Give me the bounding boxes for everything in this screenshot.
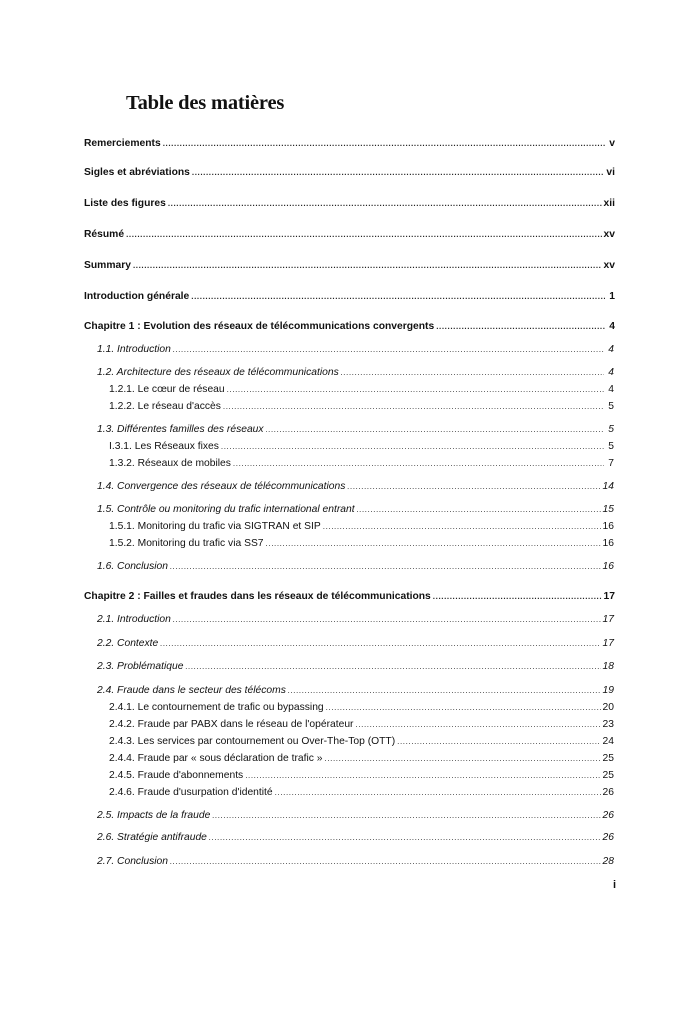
- toc-entry-page: 5: [608, 424, 614, 435]
- toc-entry-page: xv: [603, 229, 615, 240]
- toc-entry-page: 16: [602, 521, 614, 532]
- toc-entry-label: 1.2.2. Le réseau d'accès: [109, 401, 221, 412]
- toc-entry-label: Sigles et abréviations: [84, 167, 190, 178]
- toc-entry[interactable]: [97, 423, 614, 437]
- toc-entry-page: 7: [608, 458, 614, 469]
- toc-entry-label: 1.1. Introduction: [97, 344, 171, 355]
- dot-leader: [209, 831, 601, 845]
- toc-entry-label: 2.7. Conclusion: [97, 856, 168, 867]
- toc-entry[interactable]: [84, 290, 615, 304]
- toc-entry[interactable]: [97, 503, 614, 517]
- toc-entry-label: 2.2. Contexte: [97, 638, 159, 649]
- toc-entry[interactable]: [109, 520, 614, 534]
- toc-entry[interactable]: [97, 480, 614, 494]
- toc-entry-page: 20: [602, 702, 614, 713]
- toc-entry[interactable]: [109, 440, 614, 454]
- dot-leader: [168, 197, 602, 211]
- toc-entry[interactable]: [109, 383, 614, 397]
- toc-entry[interactable]: [84, 137, 615, 151]
- toc-entry-label: Résumé: [84, 229, 125, 240]
- dot-leader: [245, 769, 600, 783]
- toc-entry[interactable]: [97, 831, 614, 845]
- toc-entry[interactable]: [84, 197, 615, 211]
- toc-entry-page: 24: [602, 736, 614, 747]
- dot-leader: [233, 457, 604, 471]
- toc-entry-page: 15: [602, 504, 614, 515]
- dot-leader: [163, 137, 605, 151]
- toc-entry[interactable]: [109, 537, 614, 551]
- toc-entry-page: 28: [602, 856, 614, 867]
- toc-entry-label: 1.3.2. Réseaux de mobiles: [109, 458, 231, 469]
- toc-entry[interactable]: [84, 590, 615, 604]
- dot-leader: [357, 503, 601, 517]
- dot-leader: [266, 423, 604, 437]
- toc-entry-page: vi: [606, 167, 615, 178]
- toc-entry[interactable]: [97, 343, 614, 357]
- toc-entry-page: 4: [608, 384, 614, 395]
- toc-entry-page: 25: [602, 753, 614, 764]
- toc-entry-label: 2.5. Impacts de la fraude: [97, 810, 211, 821]
- toc-entry-page: 26: [602, 810, 614, 821]
- toc-entry[interactable]: [109, 752, 614, 766]
- toc-entry[interactable]: [109, 701, 614, 715]
- toc-entry-page: 25: [602, 770, 614, 781]
- dot-leader: [347, 480, 600, 494]
- toc-entry[interactable]: [97, 637, 614, 651]
- toc-entry[interactable]: [97, 613, 614, 627]
- toc-entry-page: 18: [602, 661, 614, 672]
- toc-entry-label: Introduction générale: [84, 291, 190, 302]
- toc-entry-page: 16: [602, 561, 614, 572]
- toc-entry[interactable]: [109, 769, 614, 783]
- dot-leader: [326, 701, 601, 715]
- toc-entry[interactable]: [109, 735, 614, 749]
- toc-entry-label: 2.4.5. Fraude d'abonnements: [109, 770, 244, 781]
- dot-leader: [173, 343, 604, 357]
- toc-entry-label: 1.2.1. Le cœur de réseau: [109, 384, 225, 395]
- toc-entry-label: 2.4.4. Fraude par « sous déclaration de trafic »: [109, 753, 323, 764]
- toc-entry[interactable]: [97, 855, 614, 869]
- toc-entry-label: 2.4.6. Fraude d'usurpation d'identité: [109, 787, 273, 798]
- toc-entry-page: 26: [602, 832, 614, 843]
- dot-leader: [223, 400, 604, 414]
- dot-leader: [221, 440, 604, 454]
- toc-entry-page: 17: [602, 638, 614, 649]
- toc-entry-label: 1.4. Convergence des réseaux de télécommunications: [97, 481, 346, 492]
- toc-entry[interactable]: [84, 228, 615, 242]
- toc-entry-label: 2.4.3. Les services par contournement ou Over-The-Top (OTT): [109, 736, 396, 747]
- toc-entry-label: 2.1. Introduction: [97, 614, 171, 625]
- dot-leader: [170, 855, 601, 869]
- toc-entry-page: 4: [608, 344, 614, 355]
- toc-entry-label: 2.6. Stratégie antifraude: [97, 832, 207, 843]
- dot-leader: [433, 590, 602, 604]
- dot-leader: [397, 735, 600, 749]
- dot-leader: [133, 259, 602, 273]
- page-number: i: [612, 879, 616, 891]
- dot-leader: [126, 228, 601, 242]
- toc-entry-label: 1.6. Conclusion: [97, 561, 168, 572]
- toc-entry-page: v: [609, 138, 615, 149]
- toc-entry[interactable]: [84, 320, 615, 334]
- dot-leader: [160, 637, 600, 651]
- toc-entry[interactable]: [97, 660, 614, 674]
- dot-leader: [227, 383, 604, 397]
- toc-entry[interactable]: [109, 786, 614, 800]
- toc-entry[interactable]: [97, 684, 614, 698]
- page-title: Table des matières: [126, 92, 285, 114]
- toc-entry-label: 1.5. Contrôle ou monitoring du trafic international entrant: [97, 504, 355, 515]
- toc-entry[interactable]: [84, 166, 615, 180]
- dot-leader: [266, 537, 601, 551]
- toc-entry[interactable]: [109, 718, 614, 732]
- toc-entry-label: Chapitre 2 : Failles et fraudes dans les réseaux de télécommunications: [84, 591, 431, 602]
- toc-entry-label: 2.4.2. Fraude par PABX dans le réseau de l'opérateur: [109, 719, 354, 730]
- toc-entry-page: 17: [603, 591, 615, 602]
- toc-entry-page: 4: [609, 321, 615, 332]
- toc-entry-label: 1.5.1. Monitoring du trafic via SIGTRAN et SIP: [109, 521, 321, 532]
- toc-entry[interactable]: [97, 809, 614, 823]
- toc-entry-page: 23: [602, 719, 614, 730]
- dot-leader: [185, 660, 600, 674]
- toc-entry[interactable]: [97, 560, 614, 574]
- dot-leader: [275, 786, 601, 800]
- toc-entry-page: xv: [603, 260, 615, 271]
- toc-entry-label: 1.3. Différentes familles des réseaux: [97, 424, 264, 435]
- toc-entry-label: Chapitre 1 : Evolution des réseaux de télécommunications convergents: [84, 321, 435, 332]
- toc-entry-page: 5: [608, 441, 614, 452]
- toc-entry-page: 16: [602, 538, 614, 549]
- dot-leader: [173, 613, 601, 627]
- toc-entry-label: 1.2. Architecture des réseaux de télécommunications: [97, 367, 339, 378]
- toc-entry-page: xii: [603, 198, 615, 209]
- toc-entry-label: Remerciements: [84, 138, 161, 149]
- toc-entry-label: Summary: [84, 260, 131, 271]
- toc-entry-label: 2.3. Problématique: [97, 661, 184, 672]
- dot-leader: [341, 366, 604, 380]
- dot-leader: [325, 752, 601, 766]
- toc-entry-page: 17: [602, 614, 614, 625]
- dot-leader: [355, 718, 600, 732]
- toc-entry-page: 26: [602, 787, 614, 798]
- dot-leader: [170, 560, 601, 574]
- dot-leader: [212, 809, 600, 823]
- toc-entry[interactable]: [109, 457, 614, 471]
- toc-entry[interactable]: [84, 259, 615, 273]
- toc-entry-page: 14: [602, 481, 614, 492]
- toc-entry-label: 2.4.1. Le contournement de trafic ou bypassing: [109, 702, 324, 713]
- toc-entry-label: 1.5.2. Monitoring du trafic via SS7: [109, 538, 264, 549]
- toc-entry[interactable]: [109, 400, 614, 414]
- toc-entry-label: 2.4. Fraude dans le secteur des télécoms: [97, 685, 286, 696]
- toc-entry-label: Liste des figures: [84, 198, 166, 209]
- toc-entry-page: 1: [609, 291, 615, 302]
- dot-leader: [288, 684, 601, 698]
- toc-entry-label: I.3.1. Les Réseaux fixes: [109, 441, 219, 452]
- toc-entry-page: 5: [608, 401, 614, 412]
- dot-leader: [436, 320, 605, 334]
- dot-leader: [192, 166, 605, 180]
- toc-entry[interactable]: [97, 366, 614, 380]
- toc-entry-page: 19: [602, 685, 614, 696]
- dot-leader: [323, 520, 601, 534]
- dot-leader: [191, 290, 605, 304]
- toc-entry-page: 4: [608, 367, 614, 378]
